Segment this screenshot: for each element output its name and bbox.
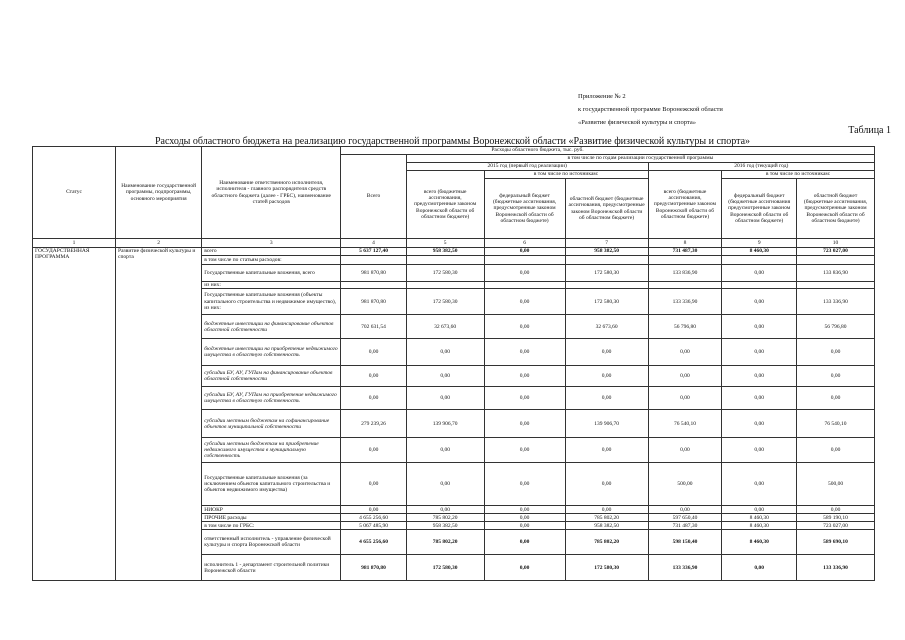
value-cell [797, 282, 875, 289]
value-cell: 0,00 [722, 339, 797, 366]
value-cell: 0,00 [406, 463, 484, 506]
value-cell: 0,00 [565, 387, 648, 410]
appendix-note [578, 90, 723, 129]
row-label: ПРОЧИЕ расходы [202, 514, 341, 522]
col-num-4: 4 [341, 239, 406, 248]
value-cell: 0,00 [722, 410, 797, 438]
row-label: в том числе по ГРБС: [202, 522, 341, 530]
value-cell: 589 190,10 [797, 514, 875, 522]
value-cell [648, 256, 722, 265]
value-cell [341, 256, 406, 265]
col-num-2: 2 [116, 239, 202, 248]
value-cell: 785 802,20 [565, 514, 648, 522]
value-cell: 0,00 [484, 387, 565, 410]
value-cell: 0,00 [484, 530, 565, 555]
value-cell: 0,00 [648, 339, 722, 366]
col-num-8: 8 [648, 239, 722, 248]
head-total: Всего [341, 155, 406, 239]
head-c5: всего (бюджетные ассигнования, предусмотренные законом Воронежской области об областном бюджете) [406, 171, 484, 239]
value-cell: 0,00 [484, 265, 565, 282]
value-cell: 500,00 [648, 463, 722, 506]
col-num-1: 1 [33, 239, 116, 248]
value-cell: 172 580,30 [565, 555, 648, 581]
value-cell: 139 906,70 [565, 410, 648, 438]
value-cell [565, 282, 648, 289]
value-cell: 5 637 127,40 [341, 248, 406, 256]
value-cell: 0,00 [484, 438, 565, 463]
value-cell [484, 282, 565, 289]
value-cell: 958 382,50 [406, 248, 484, 256]
col-num-6: 6 [484, 239, 565, 248]
value-cell: 981 870,80 [341, 265, 406, 282]
value-cell: 0,00 [341, 339, 406, 366]
value-cell: 56 796,80 [648, 315, 722, 339]
value-cell: 0,00 [797, 506, 875, 514]
value-cell: 723 027,00 [797, 248, 875, 256]
value-cell [565, 256, 648, 265]
value-cell: 0,00 [484, 315, 565, 339]
value-cell: 785 802,20 [406, 514, 484, 522]
value-cell: 958 382,50 [565, 248, 648, 256]
value-cell: 4 655 256,60 [341, 514, 406, 522]
value-cell: 0,00 [565, 463, 648, 506]
value-cell: 731 487,30 [648, 522, 722, 530]
value-cell: 0,00 [341, 438, 406, 463]
value-cell: 0,00 [722, 265, 797, 282]
row-label: Государственные капитальные вложения, всего [202, 265, 341, 282]
value-cell: 0,00 [648, 506, 722, 514]
value-cell: 8 460,30 [722, 530, 797, 555]
value-cell [648, 282, 722, 289]
value-cell: 0,00 [484, 339, 565, 366]
value-cell: 139 906,70 [406, 410, 484, 438]
value-cell: 0,00 [722, 366, 797, 387]
value-cell [406, 256, 484, 265]
appendix-line-3: «Развитие физической культуры и спорта» [578, 119, 696, 126]
head-expenses: Расходы областного бюджета, тыс. руб. [341, 147, 875, 155]
row-label: ответственный исполнитель - управление физической культуры и спорта Воронежской области [202, 530, 341, 555]
head-c8: всего (бюджетные ассигнования, предусмотренные законом Воронежской области об областном бюджете) [648, 171, 722, 239]
col-num-10: 10 [797, 239, 875, 248]
value-cell: 0,00 [406, 506, 484, 514]
value-cell: 597 650,40 [648, 514, 722, 522]
value-cell: 32 673,60 [565, 315, 648, 339]
value-cell: 76 540,10 [797, 410, 875, 438]
value-cell: 0,00 [565, 366, 648, 387]
head-c7: областной бюджет (бюджетные ассигнования, предусмотренные законом Воронежской области об областном бюджете) [565, 179, 648, 239]
value-cell: 723 027,00 [797, 522, 875, 530]
value-cell: 172 580,30 [406, 289, 484, 315]
value-cell: 0,00 [406, 366, 484, 387]
value-cell: 0,00 [722, 438, 797, 463]
value-cell: 172 580,30 [565, 289, 648, 315]
value-cell: 0,00 [484, 289, 565, 315]
value-cell: 133 336,90 [648, 289, 722, 315]
value-cell: 0,00 [406, 339, 484, 366]
row-label: исполнитель 1 - департамент строительной политики Воронежской области [202, 555, 341, 581]
value-cell: 0,00 [341, 366, 406, 387]
value-cell [341, 282, 406, 289]
program-cell: Развитие физической культуры и спорта [116, 248, 202, 581]
value-cell: 172 580,30 [565, 265, 648, 282]
value-cell: 589 690,10 [797, 530, 875, 555]
value-cell: 76 540,10 [648, 410, 722, 438]
value-cell: 133 836,90 [648, 265, 722, 282]
row-label: в том числе по статьям расходов: [202, 256, 341, 265]
value-cell: 0,00 [341, 506, 406, 514]
value-cell: 8 460,30 [722, 248, 797, 256]
value-cell: 0,00 [484, 463, 565, 506]
head-c6: федеральный бюджет (бюджетные ассигнования, предусмотренные законом Воронежской области об областном бюджете) [484, 179, 565, 239]
value-cell: 0,00 [648, 366, 722, 387]
value-cell: 0,00 [484, 410, 565, 438]
value-cell [406, 282, 484, 289]
head-sources-2016: в том числе по источникам: [722, 171, 875, 179]
value-cell: 981 870,80 [341, 555, 406, 581]
value-cell: 5 067 485,90 [341, 522, 406, 530]
row-label: НИОКР [202, 506, 341, 514]
value-cell: 0,00 [722, 387, 797, 410]
value-cell: 0,00 [722, 555, 797, 581]
value-cell: 0,00 [484, 555, 565, 581]
value-cell: 133 836,90 [797, 265, 875, 282]
row-label: Государственные капитальные вложения (за исключением объектов капитального строительства и объектов недвижимого имущества) [202, 463, 341, 506]
value-cell: 0,00 [797, 387, 875, 410]
value-cell: 133 336,90 [797, 555, 875, 581]
status-cell: ГОСУДАРСТВЕННАЯ ПРОГРАММА [33, 248, 116, 581]
row-label: всего [202, 248, 341, 256]
value-cell: 279 239,26 [341, 410, 406, 438]
value-cell: 0,00 [648, 438, 722, 463]
value-cell: 8 460,30 [722, 514, 797, 522]
value-cell: 0,00 [484, 522, 565, 530]
col-num-7: 7 [565, 239, 648, 248]
value-cell: 172 580,30 [406, 555, 484, 581]
col-num-9: 9 [722, 239, 797, 248]
table-row [33, 248, 875, 256]
head-sources-2015: в том числе по источникам: [484, 171, 648, 179]
row-label: субсидии местным бюджетам на приобретение недвижимого имущества в муниципальную собственность [202, 438, 341, 463]
appendix-line-1: Приложение № 2 [578, 93, 626, 100]
value-cell: 0,00 [484, 248, 565, 256]
value-cell: 0,00 [797, 339, 875, 366]
value-cell: 133 336,90 [797, 289, 875, 315]
row-label: из них: [202, 282, 341, 289]
value-cell: 0,00 [722, 506, 797, 514]
table-body [33, 248, 875, 581]
value-cell: 0,00 [722, 289, 797, 315]
value-cell: 958 382,50 [406, 522, 484, 530]
value-cell: 0,00 [565, 438, 648, 463]
value-cell: 133 336,90 [648, 555, 722, 581]
value-cell: 500,00 [797, 463, 875, 506]
value-cell: 0,00 [341, 463, 406, 506]
value-cell: 0,00 [565, 506, 648, 514]
value-cell: 0,00 [341, 387, 406, 410]
row-label: субсидии местным бюджетам на софинансирование объектов муниципальной собственности [202, 410, 341, 438]
head-year-2015: 2015 год (первый год реализации) [406, 163, 648, 171]
value-cell: 981 870,80 [341, 289, 406, 315]
value-cell: 598 150,40 [648, 530, 722, 555]
value-cell: 0,00 [406, 438, 484, 463]
value-cell: 0,00 [565, 339, 648, 366]
value-cell: 0,00 [648, 387, 722, 410]
head-by-years: в том числе по годам реализации государственной программы [406, 155, 874, 163]
value-cell: 0,00 [797, 366, 875, 387]
value-cell [722, 256, 797, 265]
value-cell: 0,00 [722, 315, 797, 339]
value-cell: 32 673,60 [406, 315, 484, 339]
value-cell: 172 580,30 [406, 265, 484, 282]
expenses-table [32, 146, 875, 581]
row-label: Государственные капитальные вложения (объекты капитального строительства и недвижимое имущество), из них: [202, 289, 341, 315]
value-cell: 958 382,50 [565, 522, 648, 530]
value-cell: 0,00 [484, 506, 565, 514]
value-cell: 0,00 [484, 366, 565, 387]
col-num-5: 5 [406, 239, 484, 248]
value-cell [797, 256, 875, 265]
value-cell: 56 796,80 [797, 315, 875, 339]
head-status: Статус [33, 147, 116, 239]
value-cell: 4 655 256,60 [341, 530, 406, 555]
value-cell: 0,00 [406, 387, 484, 410]
row-label: бюджетные инвестиции на финансирование объектов областной собственности [202, 315, 341, 339]
page-title: Расходы областного бюджета на реализацию государственной программы Воронежской области «Развитие физической культуры и спорта» [154, 136, 751, 147]
value-cell: 702 631,54 [341, 315, 406, 339]
appendix-line-2: к государственной программе Воронежской области [578, 106, 723, 113]
row-label: бюджетные инвестиции на приобретение недвижимого имущества в областную собственность [202, 339, 341, 366]
row-label: субсидии БУ, АУ, ГУПам на финансирование объектов областной собственности [202, 366, 341, 387]
value-cell: 8 460,30 [722, 522, 797, 530]
head-year-2016: 2016 год (текущий год) [648, 163, 874, 171]
value-cell: 0,00 [722, 463, 797, 506]
value-cell: 0,00 [797, 438, 875, 463]
head-executor: Наименование ответственного исполнителя, исполнителя - главного распорядителя средств областного бюджета (далее - ГРБС), наименование статей расходов [202, 147, 341, 239]
value-cell [722, 282, 797, 289]
value-cell: 0,00 [484, 514, 565, 522]
head-program-name: Наименование государственной программы, подпрограммы, основного мероприятия [116, 147, 202, 239]
value-cell [484, 256, 565, 265]
value-cell: 785 802,20 [565, 530, 648, 555]
head-c10: областной бюджет (бюджетные ассигнования, предусмотренные законом Воронежской области об областном бюджете) [797, 179, 875, 239]
table-number: Таблица 1 [848, 125, 891, 136]
head-c9: федеральный бюджет (бюджетные ассигнования предусмотренные законом Воронежской области об областном бюджете) [722, 179, 797, 239]
col-num-3: 3 [202, 239, 341, 248]
value-cell: 785 802,20 [406, 530, 484, 555]
row-label: субсидии БУ, АУ, ГУПам на приобретение недвижимого имущества в областную собственность [202, 387, 341, 410]
value-cell: 731 487,30 [648, 248, 722, 256]
